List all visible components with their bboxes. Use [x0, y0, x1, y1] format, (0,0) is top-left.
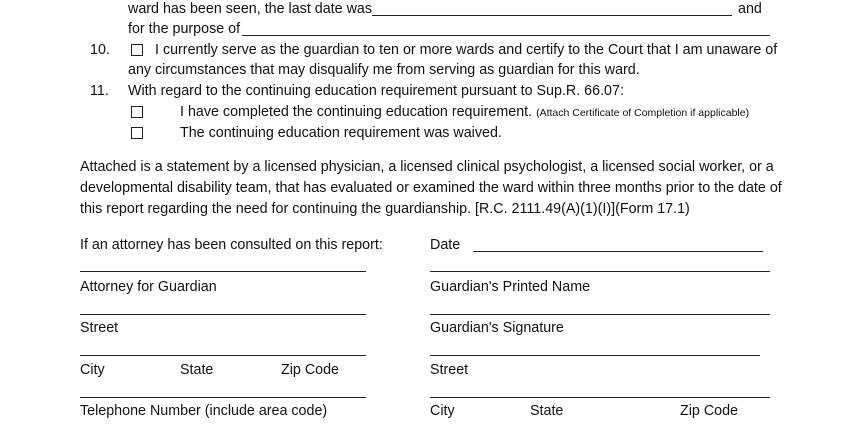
- ce-completed-note: (Attach Certificate of Completion if applicable): [536, 107, 750, 119]
- ward-seen-prefix: ward has been seen, the last date was: [128, 1, 372, 17]
- guardian-zip-label: Zip Code: [680, 403, 739, 419]
- item-10-text-line2: any circumstances that may disqualify me from serving as guardian for this ward.: [128, 62, 640, 78]
- attorney-street-field[interactable]: [80, 314, 366, 315]
- item-10-number: 10.: [90, 42, 110, 58]
- guardian-signature-label: Guardian's Signature: [430, 320, 564, 336]
- guardian-printed-name-label: Guardian's Printed Name: [430, 279, 591, 295]
- date-label: Date: [430, 237, 461, 253]
- ce-waived-label: The continuing education requirement was waived.: [180, 125, 502, 141]
- attorney-zip-label: Zip Code: [281, 362, 340, 378]
- ce-completed-label: [180, 104, 749, 122]
- ce-completed-text: I have completed the continuing education requirement.: [180, 104, 533, 120]
- item-11-number: 11.: [90, 83, 109, 99]
- guardian-city-label: City: [430, 403, 455, 419]
- guardian-street-label: Street: [430, 362, 469, 378]
- ce-waived-checkbox[interactable]: [131, 127, 143, 139]
- guardian-printed-name-field[interactable]: [430, 271, 770, 272]
- statement-line3: this report regarding the need for continuing the guardianship. [R.C. 2111.49(A)(1)(I)](Form 17.1): [80, 201, 690, 217]
- attorney-phone-field[interactable]: [80, 397, 366, 398]
- attorney-state-label: State: [180, 362, 214, 378]
- purpose-label: for the purpose of: [128, 21, 241, 37]
- attorney-city-label: City: [80, 362, 105, 378]
- guardian-signature-field[interactable]: [430, 314, 770, 315]
- guardian-street-field[interactable]: [430, 355, 760, 356]
- statement-line1: Attached is a statement by a licensed physician, a licensed clinical psychologist, a licensed social worker, or a: [80, 159, 774, 175]
- attorney-phone-label: Telephone Number (include area code): [80, 403, 328, 419]
- item-10-text-line1: I currently serve as the guardian to ten or more wards and certify to the Court that I am unaware of: [155, 42, 778, 58]
- last-seen-date-field[interactable]: [372, 15, 732, 16]
- attorney-street-label: Street: [80, 320, 119, 336]
- attorney-consulted-label: If an attorney has been consulted on this report:: [80, 237, 383, 253]
- ce-completed-checkbox[interactable]: [131, 106, 143, 118]
- item-11-text: With regard to the continuing education requirement pursuant to Sup.R. 66.07:: [128, 83, 624, 99]
- attorney-city-state-zip-field[interactable]: [80, 355, 366, 356]
- date-field[interactable]: [473, 251, 763, 252]
- attorney-name-field[interactable]: [80, 271, 366, 272]
- item-10-checkbox[interactable]: [131, 44, 143, 56]
- ward-seen-suffix: and: [738, 1, 762, 17]
- guardian-city-state-zip-field[interactable]: [430, 397, 770, 398]
- attorney-label: Attorney for Guardian: [80, 279, 217, 295]
- guardian-state-label: State: [530, 403, 564, 419]
- statement-line2: developmental disability team, that has evaluated or examined the ward within three months prior to the date of: [80, 180, 782, 196]
- purpose-field[interactable]: [242, 35, 770, 36]
